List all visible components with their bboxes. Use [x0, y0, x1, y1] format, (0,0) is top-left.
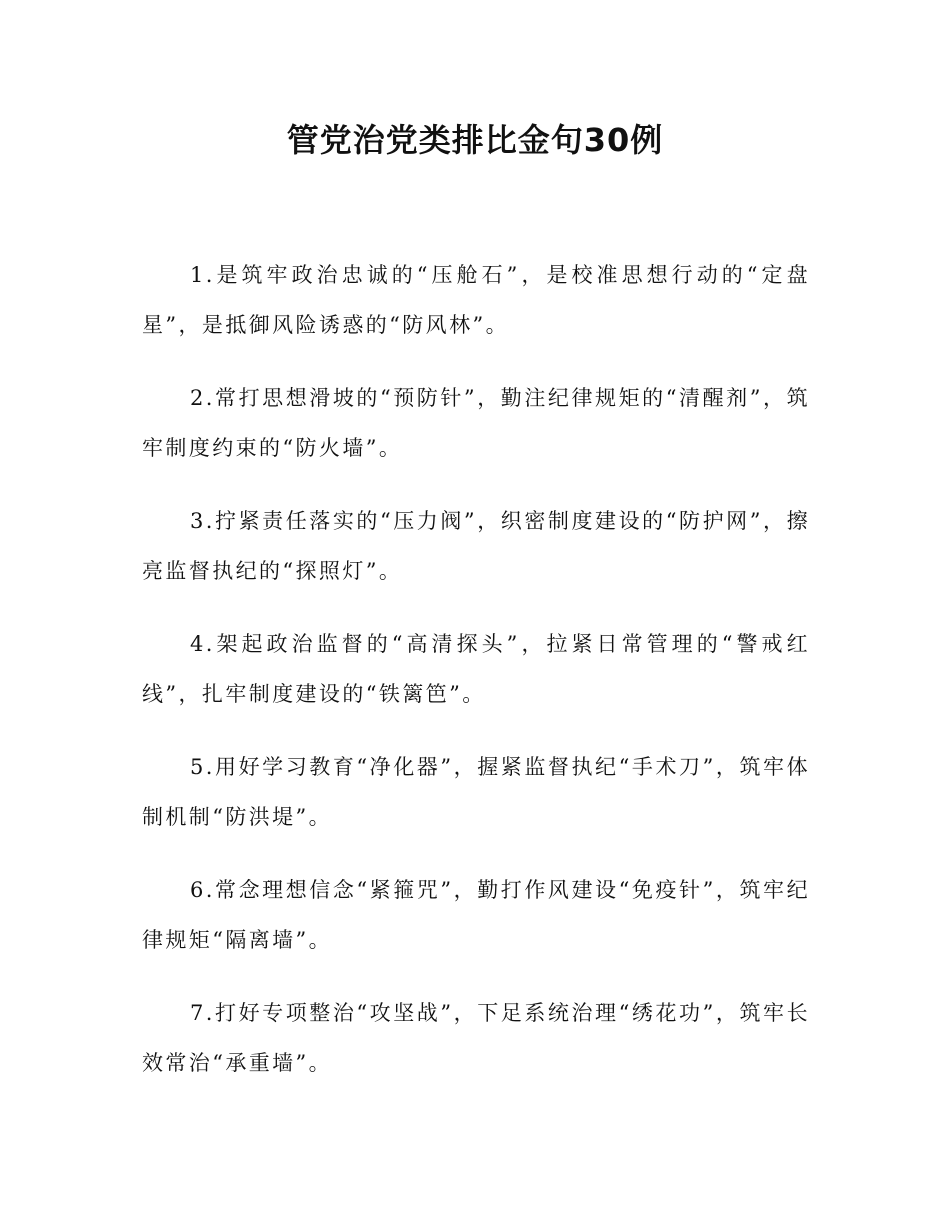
- phrase-item-3: 3.拧紧责任落实的“压力阀”，织密制度建设的“防护网”，擦亮监督执纪的“探照灯”。: [142, 509, 810, 583]
- document-title: 管党治党类排比金句30例: [286, 121, 664, 159]
- phrase-item-7: 7.打好专项整治“攻坚战”，下足系统治理“绣花功”，筑牢长效常治“承重墙”。: [142, 1001, 810, 1075]
- phrase-item-1: 1.是筑牢政治忠诚的“压舱石”，是校准思想行动的“定盘星”，是抵御风险诱惑的“防风林”。: [142, 263, 810, 337]
- phrase-item-5: 5.用好学习教育“净化器”，握紧监督执纪“手术刀”，筑牢体制机制“防洪堤”。: [142, 755, 810, 829]
- phrase-list: [142, 250, 810, 1111]
- phrase-item-2: 2.常打思想滑坡的“预防针”，勤注纪律规矩的“清醒剂”，筑牢制度约束的“防火墙”。: [142, 386, 810, 460]
- phrase-item-4: 4.架起政治监督的“高清探头”，拉紧日常管理的“警戒红线”，扎牢制度建设的“铁篱笆”。: [142, 632, 810, 706]
- phrase-item-6: 6.常念理想信念“紧箍咒”，勤打作风建设“免疫针”，筑牢纪律规矩“隔离墙”。: [142, 878, 810, 952]
